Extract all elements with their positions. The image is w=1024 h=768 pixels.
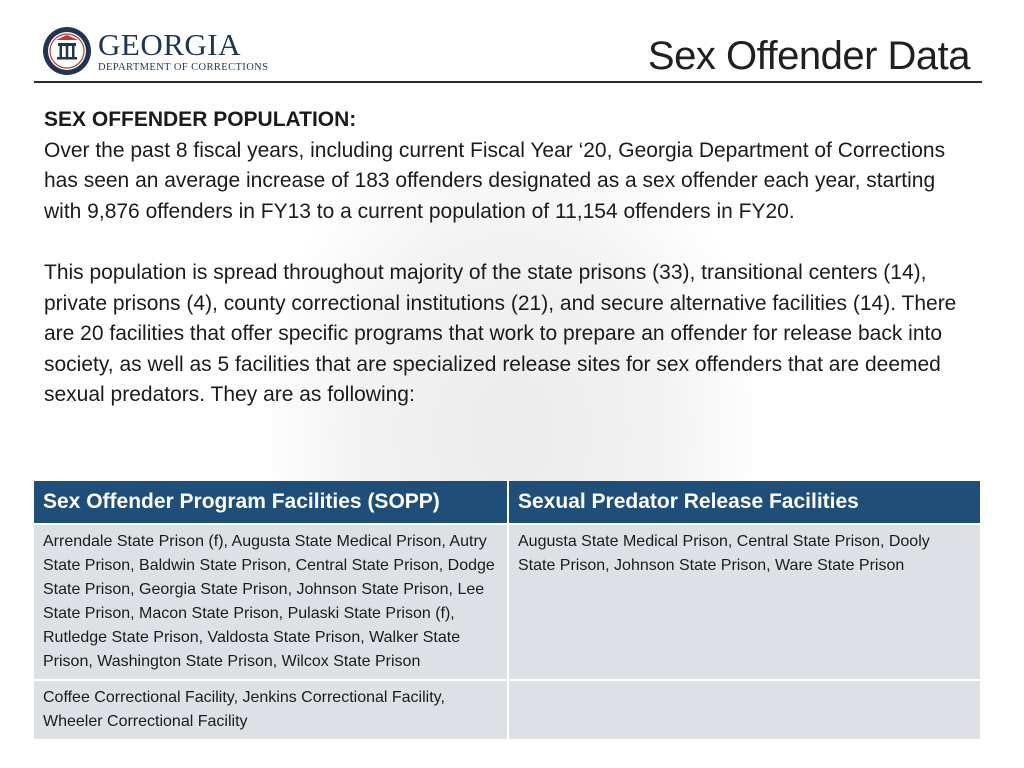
gdc-logo [42,26,268,76]
georgia-seal-icon [42,26,92,76]
header-predator-release: Sexual Predator Release Facilities [508,481,981,524]
table-cell: Augusta State Medical Prison, Central State Prison, Dooly State Prison, Johnson State Prison, Ware State Prison [508,524,981,680]
intro-paragraph: Over the past 8 fiscal years, including current Fiscal Year ‘20, Georgia Department of Corrections has seen an average increase of 183 offenders designated as a sex offender each year, starting with 9,876 offenders in FY13 to a current population of 11,154 offenders in FY20. [44,138,946,223]
logo-subtitle: DEPARTMENT OF CORRECTIONS [98,61,269,73]
table-header-row [34,481,981,524]
logo-title: GEORGIA [98,26,241,62]
table-cell [508,680,981,739]
table-row [34,524,981,680]
table-cell: Coffee Correctional Facility, Jenkins Correctional Facility, Wheeler Correctional Facility [34,680,508,739]
page-title: Sex Offender Data [647,34,970,78]
header-divider [34,81,982,83]
table-row [34,680,981,739]
distribution-paragraph: This population is spread throughout majority of the state prisons (33), transitional centers (14), private prisons (4), county correctional institutions (21), and secure alternative facilities (14). There are 20 facilities that offer specific programs that work to prepare an offender for release back into society, as well as 5 facilities that are specialized release sites for sex offenders that are deemed sexual predators. They are as following: [44,260,957,407]
header-sopp: Sex Offender Program Facilities (SOPP) [34,481,508,524]
section-heading: SEX OFFENDER POPULATION: [44,108,357,131]
facilities-table [34,481,982,739]
body-content [44,105,974,411]
table-cell: Arrendale State Prison (f), Augusta State Medical Prison, Autry State Prison, Baldwin State Prison, Central State Prison, Dodge State Prison, Georgia State Prison, Johnson State Prison, Lee State Prison, Macon State Prison, Pulaski State Prison (f), Rutledge State Prison, Valdosta State Prison, Walker State Prison, Washington State Prison, Wilcox State Prison [34,524,508,680]
